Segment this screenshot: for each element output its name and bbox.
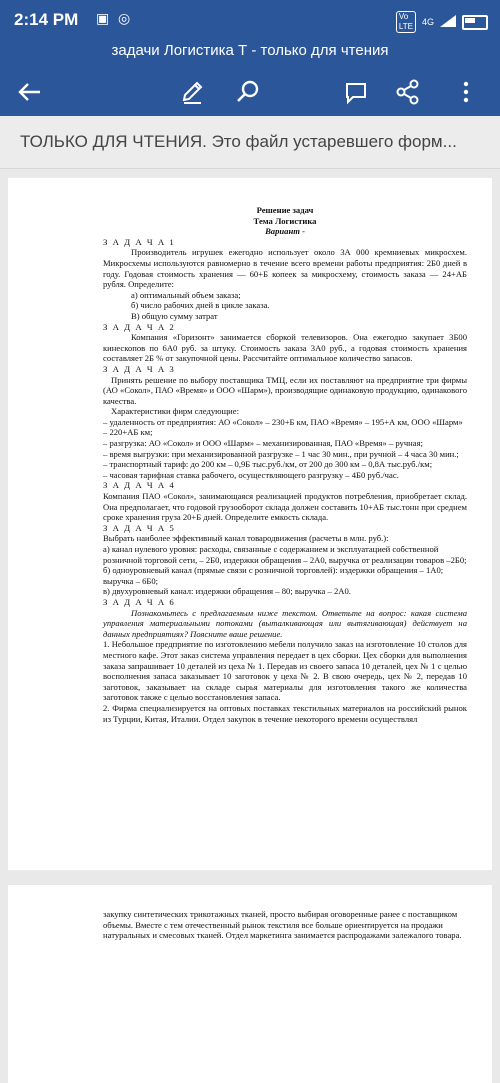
doc-variant: Вариант - (265, 226, 305, 237)
volte-icon: Vo LTE (396, 11, 416, 33)
share-icon[interactable] (392, 76, 424, 108)
task-heading: З А Д А Ч А 3 (103, 363, 176, 374)
network-label: 4G (421, 17, 434, 27)
toolbar (0, 68, 500, 116)
list-item: а) оптимальный объем заказа; (131, 289, 241, 300)
page-content (103, 205, 467, 724)
list-item: В) общую сумму затрат (131, 310, 218, 321)
task-text: 2. Фирма специализируется на оптовых поставках текстильных материалов на российский рынок из Турции, Китая, Италии. Отдел закупок в течение некоторого времени осуществлял (103, 702, 467, 724)
list-item: б) число рабочих дней в цикле заказа. (131, 300, 270, 311)
whatsapp-icon: ◎ (118, 10, 131, 26)
task-text: Выбрать наиболее эффективный канал товародвижения (расчеты в млн. руб.): (103, 533, 389, 544)
task-heading: З А Д А Ч А 4 (103, 480, 176, 491)
battery-icon (462, 15, 488, 30)
task-heading: З А Д А Ч А 6 (103, 596, 176, 607)
comment-icon[interactable] (340, 76, 372, 108)
list-item: – разгрузка: АО «Сокол» и ООО «Шарм» – механизированная, ПАО «Время» – ручная; (103, 438, 423, 449)
status-bar (0, 0, 500, 40)
task-heading: З А Д А Ч А 5 (103, 522, 176, 533)
task-intro: Познакомьтесь с предлагаемым ниже текстом. Ответьте на вопрос: какая система управления материальными потоками (выталкивающая или вытягивающая) действует на данных предприятиях? Поясните ваше решение. (103, 607, 467, 639)
list-item: – время выгрузки: при механизированной разгрузке – 1 час 30 мин., при ручной – 4 часа 30 мин.; (103, 448, 459, 459)
doc-subheader: Тема Логистика (253, 215, 317, 226)
list-item: – удаленность от предприятия: АО «Сокол» – 230+Б км, ПАО «Время» – 195+А км, ООО «Шарм» – 220+АБ км; (103, 416, 463, 438)
task-text: Производитель игрушек ежегодно использует около 3А 000 кремниевых микросхем. Микросхемы используются равномерно в течение всего времени работы предприятия: 2Б0 дней в году. Годовая стоимость хранения — 60+Б копеек за микросхему, стоимость заказа — 24+АБ рубля. Определите: (103, 247, 467, 290)
task-text: Характеристики фирм следующие: (111, 406, 239, 417)
doc-header: Решение задач (256, 205, 314, 215)
back-arrow-icon[interactable] (14, 76, 46, 108)
document-page-2 (8, 885, 492, 1083)
task-heading: З А Д А Ч А 2 (103, 321, 176, 332)
task-text: закупку синтетических трикотажных тканей, просто выбирая оговоренные ранее с поставщиком объемы. Вместе с тем отечественный рынок текстиля все больше ориентируется на продажи натуральных и смесовых тканей. Отдел маркетинга занимается распродажами залежалого товара. (103, 909, 462, 941)
more-options-icon[interactable] (450, 76, 482, 108)
search-icon[interactable] (232, 76, 264, 108)
list-item: а) канал нулевого уровня: расходы, связанные с содержанием и эксплуатацией собственной розничной торговой сети, – 2Б0, издержки обращения – 2А0, выручка от реализации товаров –2Б0; (103, 544, 467, 565)
list-item: в) двухуровневый канал: издержки обращения – 80; выручка – 2А0. (103, 586, 351, 597)
edit-pen-icon[interactable] (176, 76, 208, 108)
list-item: – часовая тарифная ставка рабочего, осуществляющего разгрузку – 4Б0 руб./час. (103, 469, 399, 480)
signal-icon (440, 15, 456, 30)
readonly-banner-text: ТОЛЬКО ДЛЯ ЧТЕНИЯ. Это файл устаревшего форм... (20, 132, 457, 151)
task-heading: З А Д А Ч А 1 (103, 236, 176, 247)
notification-icon: ▣ (96, 10, 110, 26)
task-text: 1. Небольшое предприятие по изготовлению мебели получило заказ на изготовление 10 столов для местного кафе. Этот заказ система управления передает в цех сборки. Цех сборки для выполнения заказа запрашивает 10 деталей из цеха № 1. Передав из своего запаса 10 деталей, цех № 1 с целью восполнения запаса заказывает 10 заготовок у цеха № 2. В свою очередь, цех № 2, передав 10 заготовок, заказывает на складе сырья материалы для изготовления такого же количества заготовок также с целью восстановления запаса. (103, 639, 467, 703)
task-text: Компания ПАО «Сокол», занимающаяся реализацией продуктов потребления, приобретает склад. Она предполагает, что годовой грузооборот склада должен составить 10+АБ тыс.тонн при среднем сроке хранения груза 20+Б дней. Определите емкость склада. (103, 491, 467, 523)
document-title: задачи Логистика Т - только для чтения (0, 40, 500, 68)
task-text: Компания «Горизонт» занимается сборкой телевизоров. Она ежегодно закупает 3Б00 кинескопов по 6А0 руб. за штуку. Стоимость заказа 3А0 руб., а годовая стоимость хранения составляет 2Б % от закупочной цены. Рассчитайте оптимальное количество запасов. (103, 332, 467, 364)
task-text: Принять решение по выбору поставщика ТМЦ, если их поставляют на предприятие три фирмы (АО «Сокол», ПАО «Время» и ООО «Шарм»), производящие одинаковую продукцию, одинакового качества. (103, 374, 467, 406)
status-right (396, 11, 488, 33)
list-item: – транспортный тариф: до 200 км – 0,9Б тыс.руб./км, от 200 до 300 км – 0,8А тыс.руб./км; (103, 459, 433, 470)
status-time: 2:14 PM (14, 10, 79, 29)
page-content (103, 909, 467, 941)
list-item: б) одноуровневый канал (прямые связи с розничной торговлей): издержки обращения – 1А0; выручка – 6Б0; (103, 565, 444, 586)
readonly-banner[interactable] (0, 116, 500, 169)
document-page-1 (8, 178, 492, 870)
